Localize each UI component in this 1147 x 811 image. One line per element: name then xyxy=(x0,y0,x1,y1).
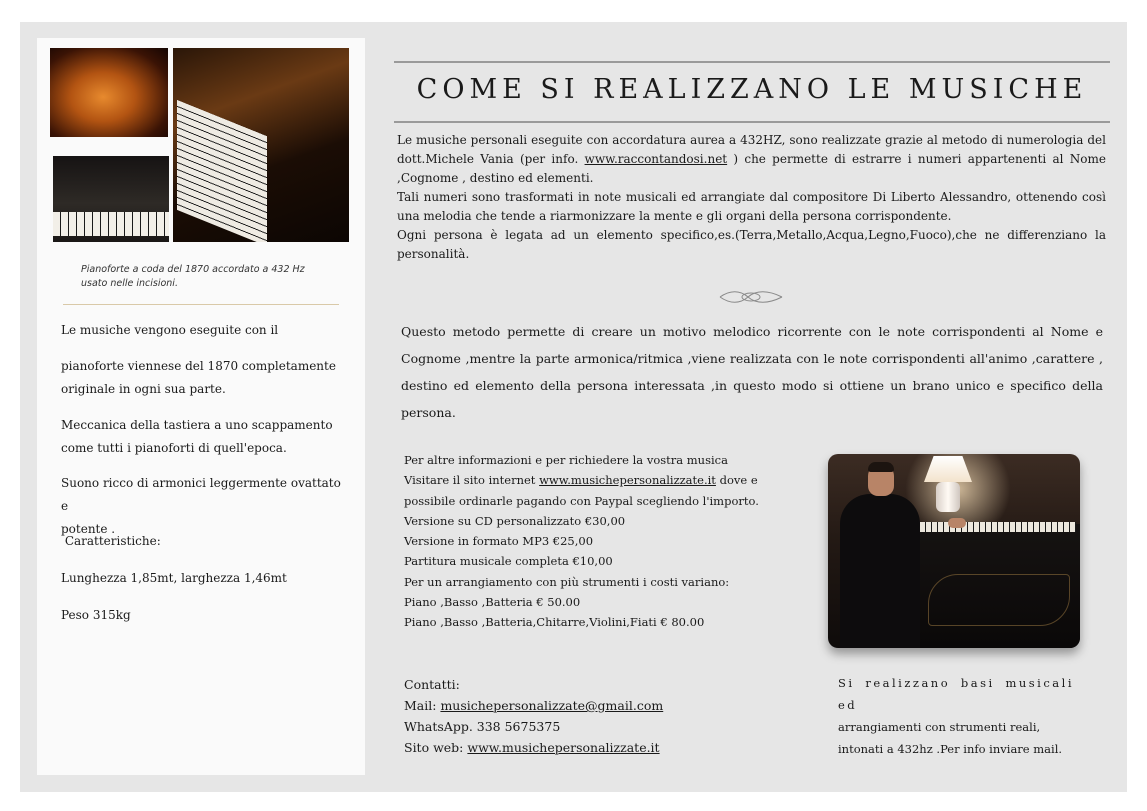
ornament-icon xyxy=(718,288,784,306)
text-line: come tutti i pianoforti di quell'epoca. xyxy=(61,441,287,455)
photo-caption xyxy=(81,263,341,291)
photo-caption-line: usato nelle incisioni. xyxy=(81,278,178,289)
website-link[interactable]: www.musichepersonalizzate.it xyxy=(467,740,660,755)
divider xyxy=(63,304,339,305)
price-line: Piano ,Basso ,Batteria,Chitarre,Violini,Fiati € 80.00 xyxy=(404,615,705,630)
title-rule-bottom xyxy=(394,121,1110,123)
text-span: ) che permette di estrarre i numeri appartenenti al Nome ,Cognome , destino ed elementi. xyxy=(397,152,1106,185)
price-line: Partitura musicale completa €10,00 xyxy=(404,554,613,569)
grand-piano-photo xyxy=(173,48,349,242)
contacts-block xyxy=(404,674,784,758)
contact-whatsapp: WhatsApp. 338 5675375 xyxy=(404,719,561,734)
piano-decoration xyxy=(928,574,1070,626)
email-link[interactable]: musichepersonalizzate@gmail.com xyxy=(440,698,664,713)
method-paragraph: Questo metodo permette di creare un motivo melodico ricorrente con le note corrispondenti al Nome e Cognome ,mentre la parte armonica/ritmica ,viene realizzata con le note corrispondenti all'animo ,carattere , destino ed elemento della persona interessata ,in questo modo si ottiene un brano unico e specifico della persona. xyxy=(401,324,1103,420)
composer-photo xyxy=(824,452,1084,662)
piano-keys-graphic xyxy=(53,212,169,236)
piano-keys-graphic xyxy=(177,100,267,242)
contacts-label: Contatti: xyxy=(404,677,460,692)
piano-description xyxy=(61,355,351,401)
caption-line xyxy=(838,672,1074,716)
text-line: originale in ogni sua parte. xyxy=(61,382,226,396)
intro-text: Tali numeri sono trasformati in note musicali ed arrangiate dal compositore Di Liberto Alessandro, ottenendo così una melodia che tende a riarmonizzare la mente e gli organi della persona corrispondente. xyxy=(397,190,1106,223)
price-line: Versione su CD personalizzato €30,00 xyxy=(404,513,626,528)
page-title: COME SI REALIZZANO LE MUSICHE xyxy=(416,74,1088,105)
person-body xyxy=(840,494,920,648)
text-span: Mail: xyxy=(404,698,441,713)
text-span: dove e xyxy=(715,473,758,488)
piano-keys-graphic xyxy=(896,522,1076,532)
text-span: Si realizzano basi musicali ed xyxy=(838,676,1074,712)
piano-description: Le musiche vengono eseguite con il xyxy=(61,323,279,337)
text-span: Sito web: xyxy=(404,740,468,755)
features-heading: Caratteristiche: xyxy=(61,534,161,548)
composer-at-piano-image xyxy=(828,454,1080,648)
website-link[interactable]: www.musichepersonalizzate.it xyxy=(539,473,716,488)
text-line: potente . xyxy=(61,522,116,536)
intro-paragraph xyxy=(397,131,1106,264)
info-line: Per un arrangiamento con più strumenti i costi variano: xyxy=(404,574,730,589)
text-line: Meccanica della tastiera a uno scappamento xyxy=(61,418,333,432)
piano-dimensions: Lunghezza 1,85mt, larghezza 1,46mt xyxy=(61,571,287,585)
text-span: Le musiche personali eseguite con accordatura aurea a 432HZ, sono realizzate grazie al metodo di numerologia del dott.Michele Vania (per info. xyxy=(397,133,1106,166)
person-hair xyxy=(868,462,894,472)
raccontandosi-link[interactable]: www.raccontandosi.net xyxy=(584,152,728,166)
title-rule-top xyxy=(394,61,1110,63)
price-line: Versione in formato MP3 €25,00 xyxy=(404,534,594,549)
piano-weight: Peso 315kg xyxy=(61,608,131,622)
photo-caption xyxy=(838,672,1074,760)
photo-caption-line: Pianoforte a coda del 1870 accordato a 432 Hz xyxy=(81,264,305,275)
caption-line: arrangiamenti con strumenti reali, xyxy=(838,720,1041,734)
piano-mechanics xyxy=(61,414,351,460)
intro-text xyxy=(397,131,1106,188)
info-line: possibile ordinarle pagando con Paypal scegliendo l'importo. xyxy=(404,493,759,508)
person-hand xyxy=(948,518,966,528)
caption-line: intonati a 432hz .Per info inviare mail. xyxy=(838,742,1063,756)
info-line xyxy=(404,470,784,490)
order-info xyxy=(404,450,784,633)
piano-interior-photo xyxy=(50,48,168,137)
contact-mail xyxy=(404,695,784,716)
intro-text: Ogni persona è legata ad un elemento specifico,es.(Terra,Metallo,Acqua,Legno,Fuoco),che ne differenziano la personalità. xyxy=(397,228,1106,261)
price-line: Piano ,Basso ,Batteria € 50.00 xyxy=(404,595,581,610)
info-line: Per altre informazioni e per richiedere la vostra musica xyxy=(404,453,728,467)
left-sidebar xyxy=(37,38,365,775)
piano-keyboard-photo xyxy=(53,156,169,242)
lamp-base xyxy=(936,482,960,512)
text-line: Suono ricco di armonici leggermente ovattato e xyxy=(61,476,341,513)
text-span: Visitare il sito internet xyxy=(404,473,540,488)
contact-website xyxy=(404,737,784,758)
text-line: pianoforte viennese del 1870 completamente xyxy=(61,359,336,373)
